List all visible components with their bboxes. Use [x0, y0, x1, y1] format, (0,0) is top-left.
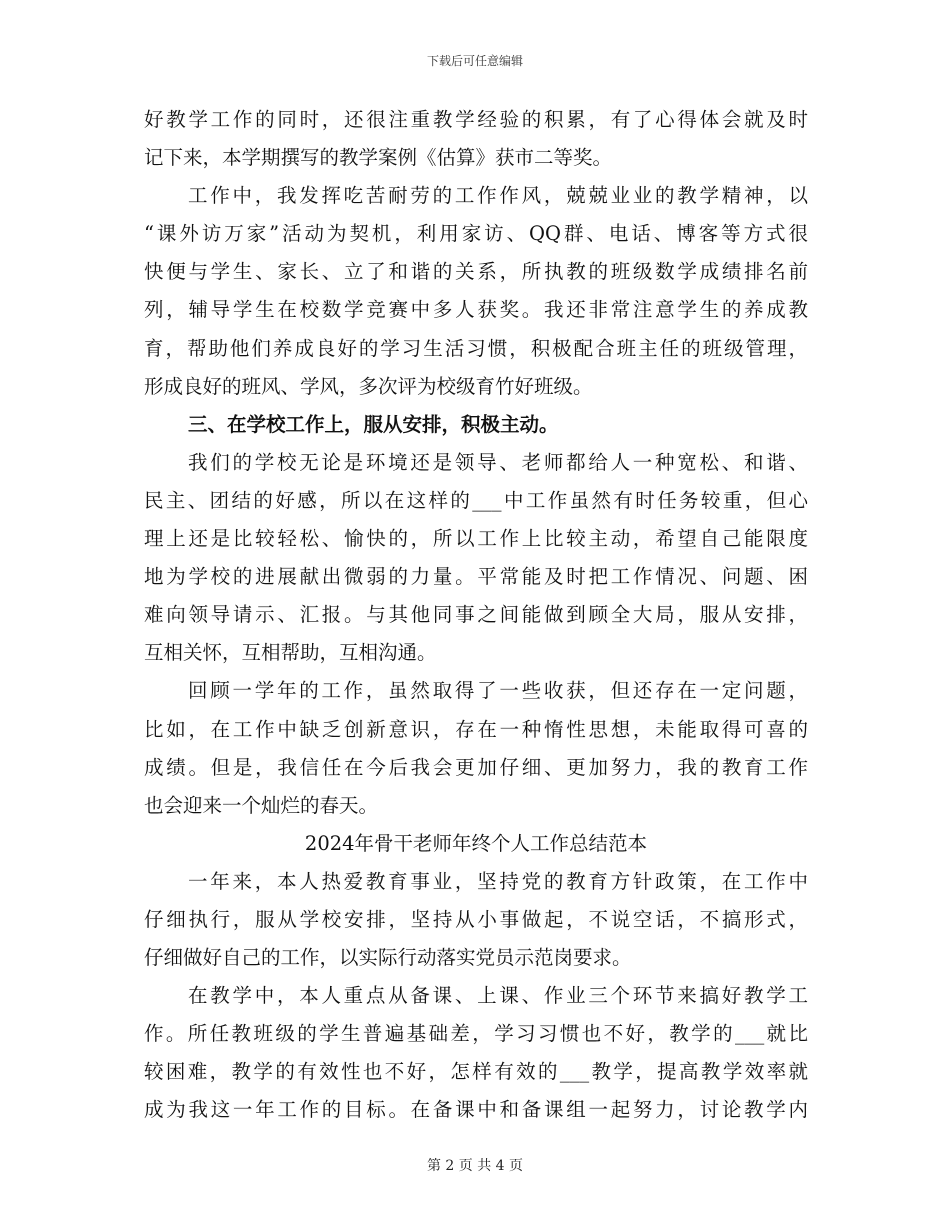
text-line: 回顾一学年的工作，虽然取得了一些收获，但还存在一定问题， [188, 679, 808, 703]
text-line: 一年来，本人热爱教育事业，坚持党的教育方针政策，在工作中 [188, 869, 808, 893]
text-line: 快便与学生、家长、立了和谐的关系，所执教的班级数学成绩排名前 [144, 260, 808, 284]
text-line: 我们的学校无论是环境还是领导、老师都给人一种宽松、和谐、 [188, 450, 808, 474]
document-title: 2024年骨干老师年终个人工作总结范本 [304, 831, 648, 855]
text-line: 成为我这一年工作的目标。在备课中和备课组一起努力，讨论教学内 [144, 1098, 808, 1122]
text-line: “课外访万家”活动为契机，利用家访、QQ群、电话、博客等方式很 [144, 222, 808, 246]
text-line: 互相关怀，互相帮助，互相沟通。 [144, 641, 437, 665]
text-line: 作。所任教班级的学生普遍基础差，学习习惯也不好，教学的___就比 [144, 1022, 808, 1046]
text-line: 仔细做好自己的工作，以实际行动落实党员示范岗要求。 [144, 946, 632, 970]
text-line: 比如，在工作中缺乏创新意识，存在一种惰性思想，未能取得可喜的 [144, 717, 808, 741]
text-line: 育，帮助他们养成良好的学习生活习惯，积极配合班主任的班级管理， [144, 336, 808, 360]
text-line: 成绩。但是，我信任在今后我会更加仔细、更加努力，我的教育工作 [144, 755, 808, 779]
document-body [144, 101, 808, 1130]
text-line: 仔细执行，服从学校安排，坚持从小事做起，不说空话，不搞形式， [144, 907, 808, 931]
text-line: 民主、团结的好感，所以在这样的___中工作虽然有时任务较重，但心 [144, 488, 808, 512]
text-line: 难向领导请示、汇报。与其他同事之间能做到顾全大局，服从安排， [144, 603, 808, 627]
text-line: 记下来，本学期撰写的教学案例《估算》获市二等奖。 [144, 146, 613, 170]
text-line: 也会迎来一个灿烂的春天。 [144, 793, 379, 817]
text-line: 在教学中，本人重点从备课、上课、作业三个环节来搞好教学工 [188, 984, 808, 1008]
text-line: 形成良好的班风、学风，多次评为校级育竹好班级。 [144, 374, 593, 398]
text-line: 理上还是比较轻松、愉快的，所以工作上比较主动，希望自己能限度 [144, 527, 808, 551]
section-heading: 三、在学校工作上，服从安排，积极主动。 [188, 412, 559, 436]
text-line: 工作中，我发挥吃苦耐劳的工作作风，兢兢业业的教学精神，以 [188, 184, 808, 208]
page-number: 第 2 页 共 4 页 [426, 1158, 524, 1174]
text-line: 较困难，教学的有效性也不好，怎样有效的___教学，提高教学效率就 [144, 1060, 808, 1084]
text-line: 好教学工作的同时，还很注重教学经验的积累，有了心得体会就及时 [144, 108, 808, 131]
text-line: 列，辅导学生在校数学竞赛中多人获奖。我还非常注意学生的养成教 [144, 298, 808, 322]
text-line: 地为学校的进展献出微弱的力量。平常能及时把工作情况、问题、困 [144, 565, 808, 589]
page-header: 下载后可任意编辑 [426, 54, 523, 68]
